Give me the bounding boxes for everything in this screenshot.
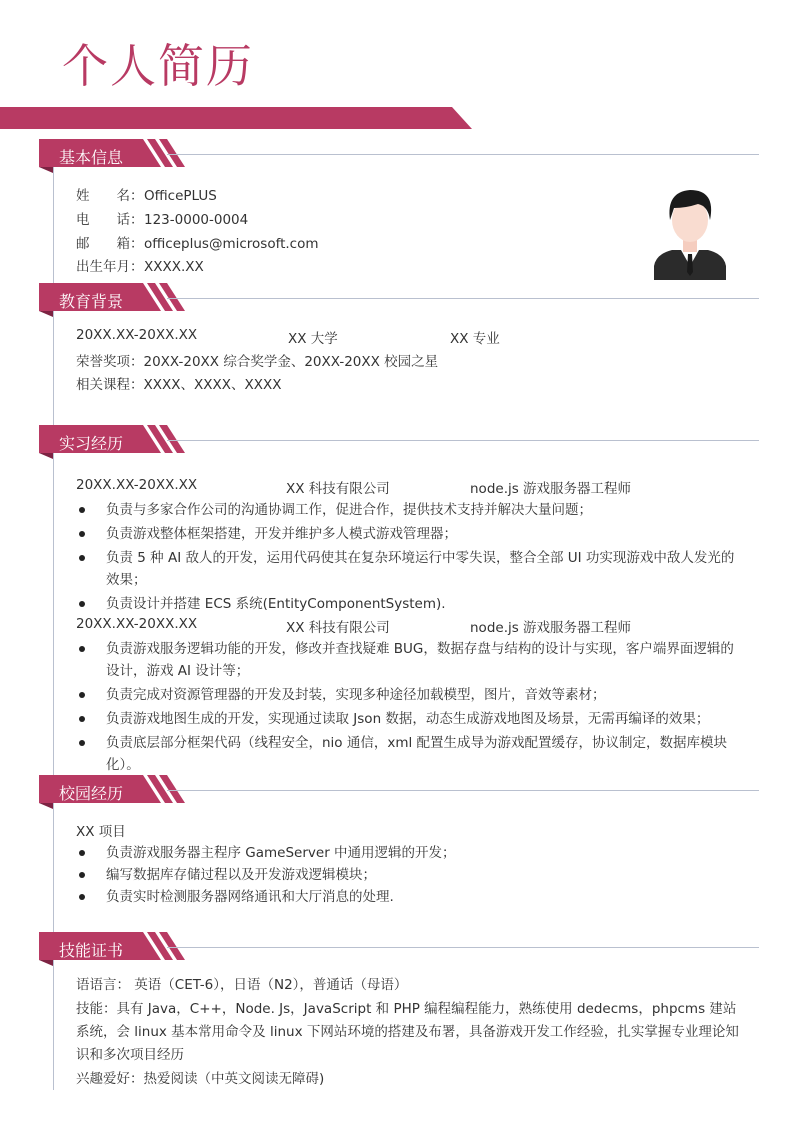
list-item: 负责游戏地图生成的开发，实现通过读取 Json 数据，动态生成游戏地图及场景，无需再编译的效果； [76, 708, 741, 730]
info-birth [76, 255, 204, 275]
skills-language: 语语言： 英语（CET-6），日语（N2），普通话（母语） [76, 977, 408, 993]
page-title: 个人简历 [62, 39, 254, 93]
section-rule [167, 947, 759, 948]
internship-company: XX 科技有限公司 [286, 620, 390, 636]
internship-role: node.js 游戏服务器工程师 [470, 481, 632, 497]
internship-role: node.js 游戏服务器工程师 [470, 620, 632, 636]
education-courses: 相关课程：XXXX、XXXX、XXXX [76, 377, 282, 393]
section-rule [167, 154, 759, 155]
section-title: 校园经历 [59, 784, 124, 803]
section-header-internship [39, 425, 759, 459]
internship-row-2 [76, 616, 756, 636]
section-header-basic [39, 139, 759, 173]
internship-company: XX 科技有限公司 [286, 481, 390, 497]
section-header-skills [39, 932, 759, 966]
value: 123-0000-0004 [144, 212, 249, 228]
skills-hobby: 兴趣爱好：热爱阅读（中英文阅读无障碍) [76, 1071, 325, 1087]
label: 电 话： [76, 212, 144, 228]
education-honors: 荣誉奖项：20XX-20XX 综合奖学金、20XX-20XX 校园之星 [76, 354, 439, 370]
list-item: 负责实时检测服务器网络通讯和大厅消息的处理. [76, 886, 741, 908]
internship-period: 20XX.XX-20XX.XX [76, 616, 198, 632]
list-item: 负责游戏服务器主程序 GameServer 中通用逻辑的开发； [76, 842, 741, 864]
section-title: 技能证书 [59, 941, 124, 960]
education-school: XX 大学 [288, 331, 338, 347]
section-title: 教育背景 [59, 292, 124, 311]
internship-period: 20XX.XX-20XX.XX [76, 477, 198, 493]
list-item: 负责游戏整体框架搭建，开发并维护多人模式游戏管理器； [76, 523, 741, 545]
list-item: 负责完成对资源管理器的开发及封装，实现多种途径加载模型，图片，音效等素材； [76, 684, 741, 706]
education-major: XX 专业 [450, 331, 500, 347]
label: 邮 箱： [76, 236, 144, 252]
list-item: 编写数据库存储过程以及开发游戏逻辑模块； [76, 864, 741, 886]
internship-row-1 [76, 477, 756, 497]
campus-bullets [76, 842, 741, 908]
value: OfficePLUS [144, 188, 217, 204]
campus-project: XX 项目 [76, 824, 126, 840]
label: 出生年月： [76, 259, 144, 275]
internship-bullets-2 [76, 638, 741, 776]
list-item: 负责 5 种 AI 敌人的开发，运用代码使其在复杂环境运行中零失误，整合全部 UI 功实现游戏中敌人发光的效果； [76, 547, 741, 591]
info-name [76, 184, 217, 204]
header-band [0, 107, 472, 129]
info-email [76, 232, 319, 252]
section-title: 实习经历 [59, 434, 124, 453]
section-header-campus [39, 775, 759, 809]
education-period: 20XX.XX-20XX.XX [76, 327, 198, 343]
value: officeplus@microsoft.com [144, 236, 319, 252]
section-title: 基本信息 [59, 148, 124, 167]
value: XXXX.XX [144, 259, 204, 275]
list-item: 负责底层部分框架代码（线程安全，nio 通信，xml 配置生成导为游戏配置缓存，协议制定，数据库模块化）。 [76, 732, 741, 776]
list-item: 负责游戏服务逻辑功能的开发，修改并查找疑难 BUG，数据存盘与结构的设计与实现，客户端界面逻辑的设计，游戏 AI 设计等； [76, 638, 741, 682]
skills-tech: 技能：具有 Java，C++，Node. Js，JavaScript 和 PHP 编程编程能力，熟练使用 dedecms，phpcms 建站系统，会 linux 基本常用命令及 linux 下网站环境的搭建及布署，具备游戏开发工作经验，扎实掌握专业理论知识和多次项目经历 [76, 1001, 739, 1063]
person-avatar-icon [650, 180, 730, 280]
section-rule [167, 440, 759, 441]
list-item: 负责与多家合作公司的沟通协调工作，促进合作，提供技术支持并解决大量问题； [76, 499, 741, 521]
list-item: 负责设计并搭建 ECS 系统(EntityComponentSystem). [76, 593, 741, 615]
internship-bullets-1 [76, 499, 741, 615]
section-header-education [39, 283, 759, 317]
info-phone [76, 208, 248, 228]
education-row [76, 327, 756, 347]
section-rule [167, 790, 759, 791]
label: 姓 名： [76, 188, 144, 204]
section-rule [167, 298, 759, 299]
